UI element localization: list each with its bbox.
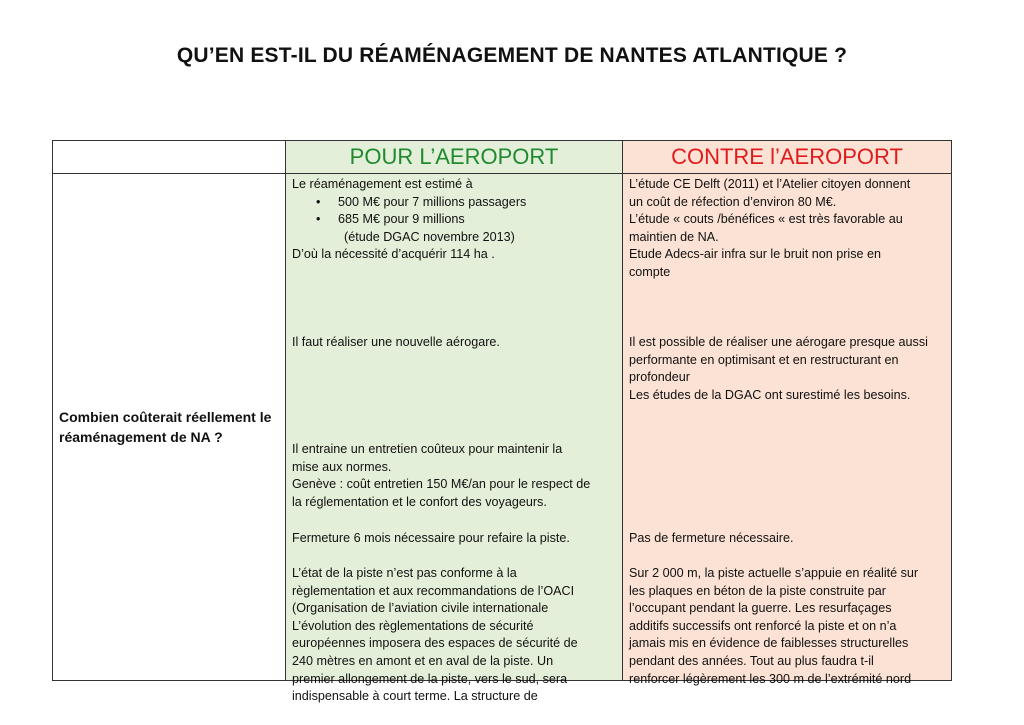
text-line: jamais mis en évidence de faiblesses structurelles — [629, 636, 909, 651]
contre-block-piste — [629, 565, 947, 688]
text-line: premier allongement de la piste, vers le sud, sera — [292, 671, 568, 686]
text-line: Il est possible de réaliser une aérogare presque aussi — [629, 335, 928, 349]
header-row — [53, 141, 952, 174]
text-line: l’occupant pendant la guerre. Les resurfaçages — [629, 601, 892, 616]
pour-block-cost — [292, 176, 618, 264]
text-line: additifs successifs ont renforcé la piste et on n’a — [629, 618, 897, 633]
question-row — [53, 174, 952, 681]
pour-cost-bullet: • 500 M€ pour 7 millions passagers — [292, 194, 618, 212]
header-empty-cell — [53, 141, 286, 174]
text-line: Les études de la DGAC ont surestimé les besoins. — [629, 387, 911, 402]
pour-cost-source: (étude DGAC novembre 2013) — [344, 229, 515, 244]
pour-cost-intro: Le réaménagement est estimé à — [292, 177, 473, 191]
text-line: renforcer légèrement les 300 m de l’extrémité nord — [629, 671, 912, 686]
header-pour: POUR L’AEROPORT — [286, 141, 623, 174]
pour-block-entretien — [292, 441, 618, 511]
text-line: Sur 2 000 m, la piste actuelle s’appuie en réalité sur — [629, 566, 919, 580]
pour-block-fermeture: Fermeture 6 mois nécessaire pour refaire la piste. — [292, 531, 570, 545]
pour-cost-conclusion: D’où la nécessité d’acquérir 114 ha . — [292, 247, 495, 262]
text-line: mise aux normes. — [292, 459, 392, 474]
contre-block-aerogare — [629, 334, 947, 404]
text-line: indispensable à court terme. La structure de — [292, 689, 538, 704]
text-line: L’état de la piste n’est pas conforme à la — [292, 566, 517, 580]
text-line: pendant des années. Tout au plus faudra t-il — [629, 653, 874, 668]
text-line: compte — [629, 264, 671, 279]
text-line: européennes imposera des espaces de sécurité de — [292, 636, 578, 651]
text-line: L’étude CE Delft (2011) et l’Atelier citoyen donnent — [629, 177, 911, 191]
text-line: Etude Adecs-air infra sur le bruit non prise en — [629, 247, 882, 262]
text-line: (Organisation de l’aviation civile internationale — [292, 601, 549, 616]
question-cell: Combien coûterait réellement le réaménagement de NA ? — [53, 174, 286, 681]
text-line: Il entraine un entretien coûteux pour maintenir la — [292, 442, 563, 456]
text-line: Genève : coût entretien 150 M€/an pour le respect de — [292, 477, 591, 492]
text-line: la réglementation et le confort des voyageurs. — [292, 494, 547, 509]
contre-cell — [623, 174, 952, 686]
text-line: 240 mètres en amont et en aval de la piste. Un — [292, 653, 554, 668]
pour-cell — [286, 174, 623, 704]
header-contre: CONTRE l’AEROPORT — [623, 141, 952, 174]
text-line: les plaques en béton de la piste construite par — [629, 583, 886, 598]
comparison-table — [52, 140, 952, 704]
contre-block-fermeture: Pas de fermeture nécessaire. — [629, 531, 794, 545]
text-line: L’étude « couts /bénéfices « est très favorable au — [629, 212, 903, 227]
pour-block-piste — [292, 565, 618, 706]
text-line: un coût de réfection d’environ 80 M€. — [629, 194, 837, 209]
pour-cost-bullet: • 685 M€ pour 9 millions — [292, 211, 618, 229]
pour-block-aerogare: Il faut réaliser une nouvelle aérogare. — [292, 335, 500, 349]
text-line: profondeur — [629, 370, 690, 385]
page-title: QU’EN EST-IL DU RÉAMÉNAGEMENT DE NANTES ATLANTIQUE ? — [176, 44, 848, 67]
text-line: performante en optimisant et en restructurant en — [629, 352, 899, 367]
text-line: règlementation et aux recommandations de l’OACI — [292, 583, 575, 598]
contre-block-etudes — [629, 176, 947, 282]
text-line: L’évolution des règlementations de sécurité — [292, 618, 534, 633]
text-line: maintien de NA. — [629, 229, 719, 244]
